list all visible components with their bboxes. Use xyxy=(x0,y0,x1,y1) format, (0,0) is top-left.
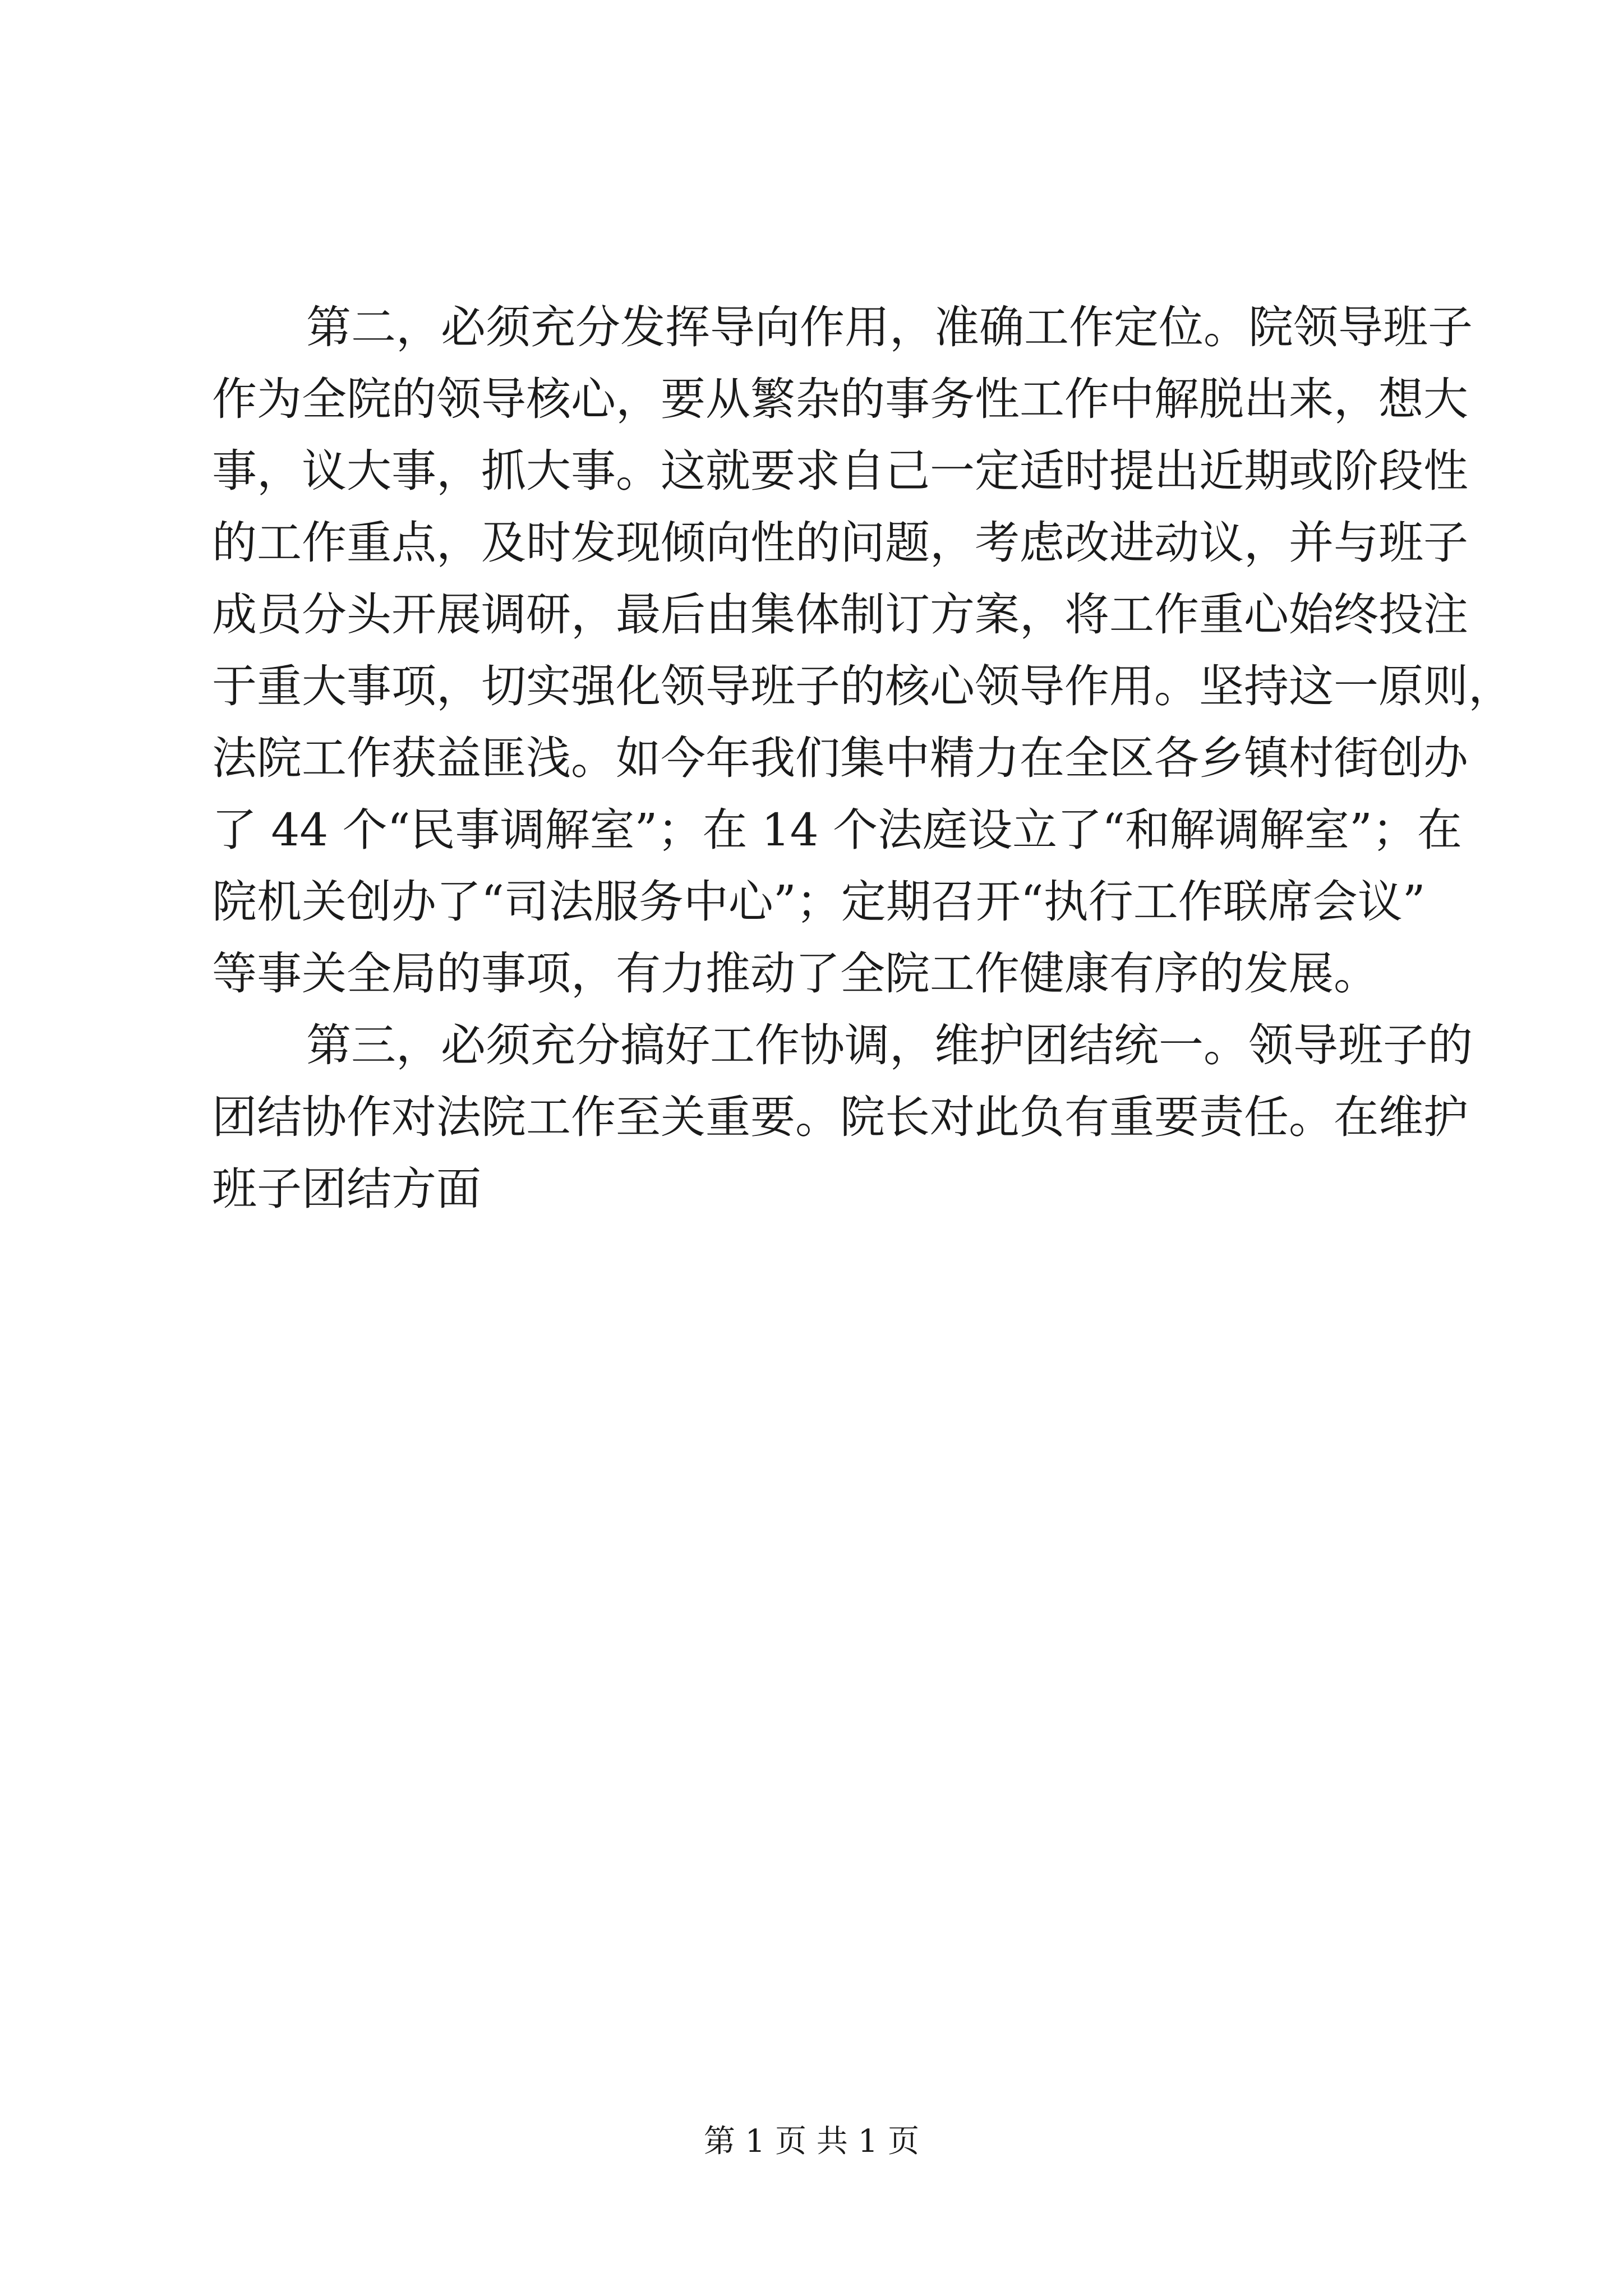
paragraph-1-line-3: 事，议大事，抓大事。这就要求自己一定适时提出近期或阶段性 xyxy=(212,445,1468,497)
paragraph-1-line-10: 等事关全局的事项，有力推动了全院工作健康有序的发展。 xyxy=(212,947,1378,1000)
paragraph-1-line-9: 院机关创办了“司法服务中心”；定期召开“执行工作联席会议” xyxy=(212,876,1426,928)
paragraph-2-line-2: 团结协作对法院工作至关重要。院长对此负有重要责任。在维护 xyxy=(212,1091,1468,1143)
paragraph-1-line-7: 法院工作获益匪浅。如今年我们集中精力在全区各乡镇村街创办 xyxy=(212,732,1468,784)
paragraph-1-line-6: 于重大事项，切实强化领导班子的核心领导作用。坚持这一原则， xyxy=(212,660,1513,712)
paragraph-1-line-4: 的工作重点，及时发现倾向性的问题，考虑改进动议，并与班子 xyxy=(212,517,1468,569)
paragraph-2-line-1: 第三，必须充分搞好工作协调，维护团结统一。领导班子的 xyxy=(306,1019,1473,1071)
paragraph-1-line-8: 了 44 个“民事调解室”；在 14 个法庭设立了“和解调解室”；在 xyxy=(212,804,1462,856)
paragraph-1-line-1: 第二，必须充分发挥导向作用，准确工作定位。院领导班子 xyxy=(306,301,1473,353)
page-number-footer: 第 1 页 共 1 页 xyxy=(703,2123,920,2160)
document-body xyxy=(212,292,1513,1225)
paragraph-1-line-5: 成员分头开展调研，最后由集体制订方案，将工作重心始终投注 xyxy=(212,588,1468,641)
paragraph-1-line-2: 作为全院的领导核心，要从繁杂的事务性工作中解脱出来，想大 xyxy=(212,373,1468,425)
paragraph-2-line-3: 班子团结方面 xyxy=(212,1163,481,1215)
